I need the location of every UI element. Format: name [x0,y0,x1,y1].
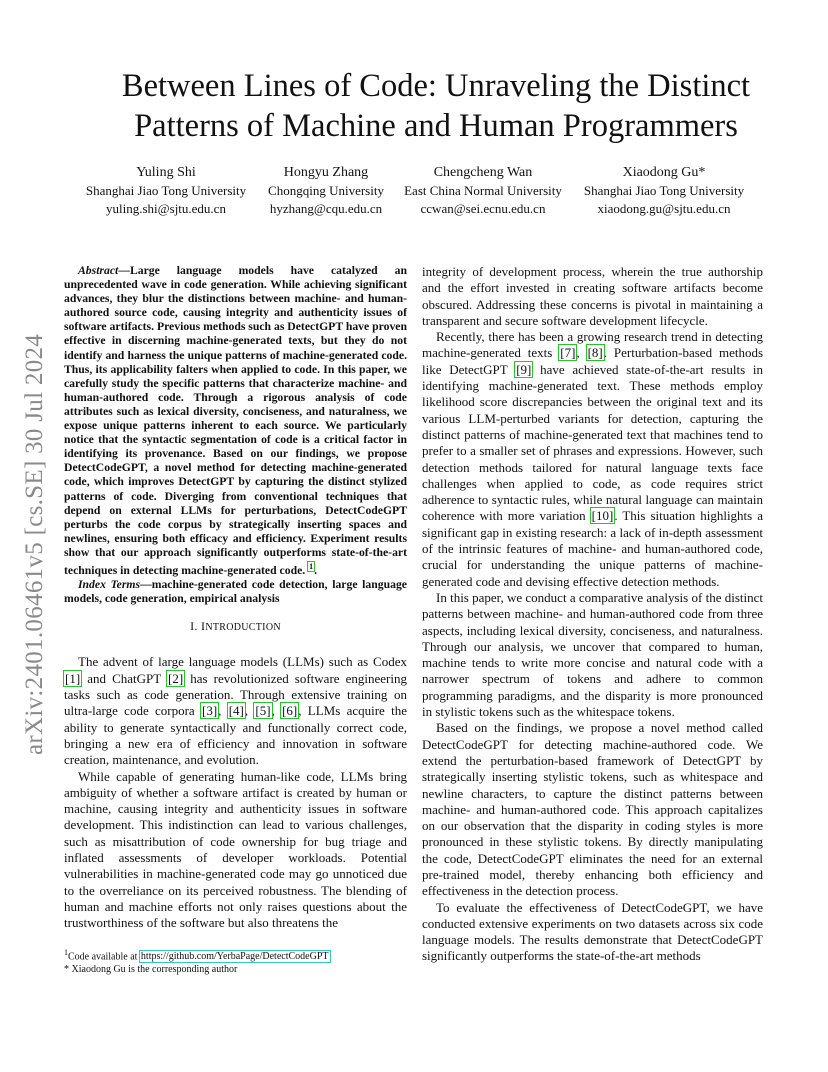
author-3 [398,164,568,218]
author-affiliation: Shanghai Jiao Tong University [85,183,247,198]
intro-paragraph-5: Based on the findings, we propose a novel method called DetectCodeGPT for detecting machine-authored code. We extend the perturbation-based framework of DetectGPT by strategically inserting stylistic tokens, such as whitespace and newline characters, to capture the distinct patterns between machine- and human-authored code. This approach capitalizes on our observation that the disparity in coding styles is more pronounced in these stylistic tokens. By directly manipulating the code, DetectCodeGPT eliminates the need for an external pre-trained model, thereby enhancing both efficiency and effectiveness in the detection process. [422,720,763,899]
author-affiliation: Shanghai Jiao Tong University [583,183,745,198]
citation-link[interactable]: [1] [65,670,81,686]
author-name: Hongyu Zhang [283,165,369,180]
citation-link[interactable]: [2] [168,670,184,686]
abstract: Abstract—Large language models have catalyzed an unprecedented wave in code generation. While achieving significant advances, they blur the distinctions between machine- and human-authored source code, causing integrity and authenticity issues of software artifacts. Previous methods such as DetectGPT have proven effective in discerning machine-generated texts, but they do not identify and harness the unique patterns of machine-generated code. Thus, its applicability falters when applied to code. In this paper, we carefully study the specific patterns that characterize machine- and human-authored code. Through a rigorous analysis of code attributes such as lexical diversity, conciseness, and naturalness, we expose unique patterns inherent to each source. We particularly notice that the syntactic segmentation of code is a critical factor in identifying its provenance. Based on our findings, we propose DetectCodeGPT, a novel method for detecting machine-generated code, which improves DetectGPT by capturing the distinct stylized patterns of code. Diverging from conventional techniques that depend on external LLMs for perturbations, DetectCodeGPT perturbs the code corpus by strategically inserting spaces and newlines, ensuring both efficacy and efficiency. Experiment results show that our approach significantly outperforms state-of-the-art techniques in detecting machine-generated code. $^1$. [64,264,407,577]
intro-paragraph-2-continued: integrity of development process, wherein the true authorship and the effort invested in creating software artifacts become obscured. Addressing these concerns is pivotal in maintaining a transparent and secure software development lifecycle. [422,264,763,328]
citation-link[interactable]: [6] [282,703,298,719]
author-name: Xiaodong Gu* [622,165,706,180]
citation-link[interactable]: [3] [201,703,218,719]
citation-link[interactable]: [7] [560,345,576,361]
citation-link[interactable]: [10] [591,508,614,524]
title-line-2: Patterns of Machine and Human Programmers [134,108,738,144]
author-1 [82,164,250,218]
author-email: ccwan@sei.ecnu.edu.cn [420,201,546,216]
section-title-initial: I [201,619,206,634]
intro-paragraph-6: To evaluate the effectiveness of DetectCodeGPT, we have conducted extensive experiments on two datasets across six code language models. The results demonstrate that DetectCodeGPT significantly outperforms the state-of-the-art methods [422,899,763,964]
intro-paragraph-2: While capable of generating human-like code, LLMs bring ambiguity of whether a software artifact is created by human or machine, causing integrity and authenticity issues in software development. This indistinction can lead to various challenges, such as misattribution of code ownership for bug triage and inflated assessments of developer workloads. Potential vulnerabilities in machine-generated code may go unnoticed due to the overreliance on its perceived robustness. The blending of human and machine efforts not only raises questions about the trustworthiness of the software but also threatens the [64,768,407,931]
intro-paragraph-1: The advent of large language models (LLMs) such as Codex [1] and ChatGPT [2] has revolutionized software engineering tasks such as code generation. Through extensive training on ultra-large code corpora [3], [4], [5], [6], LLMs acquire the ability to generate syntactically and functionally correct code, bringing a new era of efficiency and innovation in software creation, maintenance, and evolution. [64,654,407,768]
author-4 [580,164,748,218]
footnotes [64,946,407,976]
author-email: xiaodong.gu@sjtu.edu.cn [597,201,731,216]
section-title-rest: NTRODUCTION [205,622,281,634]
citation-link[interactable]: [5] [255,703,271,719]
footnote-1-prefix: Code available at [68,951,140,963]
abstract-label: Abstract [78,264,119,277]
citation-link[interactable]: [8] [587,345,603,361]
author-2 [262,164,390,218]
section-number: I. [190,619,198,634]
index-terms-text: —machine-generated code detection, large language models, code generation, empirical analysis [64,577,407,606]
author-email: hyzhang@cqu.edu.cn [269,201,383,216]
section-heading-introduction [64,618,407,636]
intro-paragraph-3: Recently, there has been a growing research trend in detecting machine-generated texts [7], [8]. Perturbation-based methods like DetectGPT [9] have achieved state-of-the-art results in identifying machine-generated text. These methods employ likelihood score discrepancies between the original text and its various LLM-perturbed variants for detection, capturing the distinct patterns of machine-generated text that machines tend to prefer to a smaller set of phrases and expressions. However, such detection methods tailored for natural language texts face challenges when applied to code, as code requires strict adherence to syntactic rules, while natural language can maintain coherence with more variation [10]. This situation highlights a significant gap in existing research: a lack of in-depth assessment of the intrinsic features of machine- and human-authored code, crucial for understanding the unique patterns of machine-generated code and devising effective detection methods. [422,329,764,589]
author-affiliation: Chongqing University [268,183,384,198]
footnote-1-mark: 1 [64,948,68,957]
author-email: yuling.shi@sjtu.edu.cn [106,201,226,216]
citation-link[interactable]: [9] [516,361,532,377]
intro-paragraph-4: In this paper, we conduct a comparative analysis of the distinct patterns between machine- and human-authored code from three aspects, including lexical diversity, conciseness, and naturalness. Through our analysis, we uncover that compared to human, machine tends to write more concise and natural code with a narrower spectrum of tokens and adhere to common programming paradigms, and the disparity is more pronounced in stylistic tokens such as the whitespace tokens. [422,589,763,720]
citation-link[interactable]: [4] [228,703,244,719]
author-name: Yuling Shi [136,165,196,180]
arxiv-identifier: arXiv:2401.06461v5 [cs.SE] 30 Jul 2024 [21,333,48,755]
title-line-1: Between Lines of Code: Unraveling the Distinct [121,68,751,104]
code-repository-link[interactable]: https://github.com/YerbaPage/DetectCodeGPT [140,951,329,963]
abstract-footnote-link[interactable]: 1 [309,561,314,571]
footnote-1 [64,946,407,963]
author-affiliation: East China Normal University [404,183,562,198]
index-terms-label: Index Terms [78,577,141,591]
left-column [64,264,407,931]
right-column [422,264,763,965]
footnote-2: * Xiaodong Gu is the corresponding author [64,964,238,976]
index-terms [64,578,407,606]
author-name: Chengcheng Wan [433,165,533,180]
paper-title [60,66,812,146]
abstract-text: —Large language models have catalyzed an unprecedented wave in code generation. While achieving significant advances, they blur the distinctions between machine- and human-authored source code, causing integrity and authenticity issues of software artifacts. Previous methods such as DetectGPT have proven effective in discerning machine-generated texts, but they do not identify and harness the unique patterns of machine-generated code. Thus, its applicability falters when applied to code. In this paper, we carefully study the specific patterns that characterize machine- and human-authored code. Through a rigorous analysis of code attributes such as lexical diversity, conciseness, and naturalness, we expose unique patterns inherent to each source. We particularly notice that the syntactic segmentation of code is a critical factor in identifying its provenance. Based on our findings, we propose DetectCodeGPT, a novel method for detecting machine-generated code, which improves DetectGPT by capturing the distinct stylized patterns of code. Diverging from conventional techniques that depend on external LLMs for perturbations, DetectCodeGPT perturbs the code corpus by strategically inserting spaces and newlines, ensuring both efficacy and efficiency. Experiment results show that our approach significantly outperforms state-of-the-art techniques in detecting machine-generated code. [64,264,407,577]
author-list [0,164,828,224]
